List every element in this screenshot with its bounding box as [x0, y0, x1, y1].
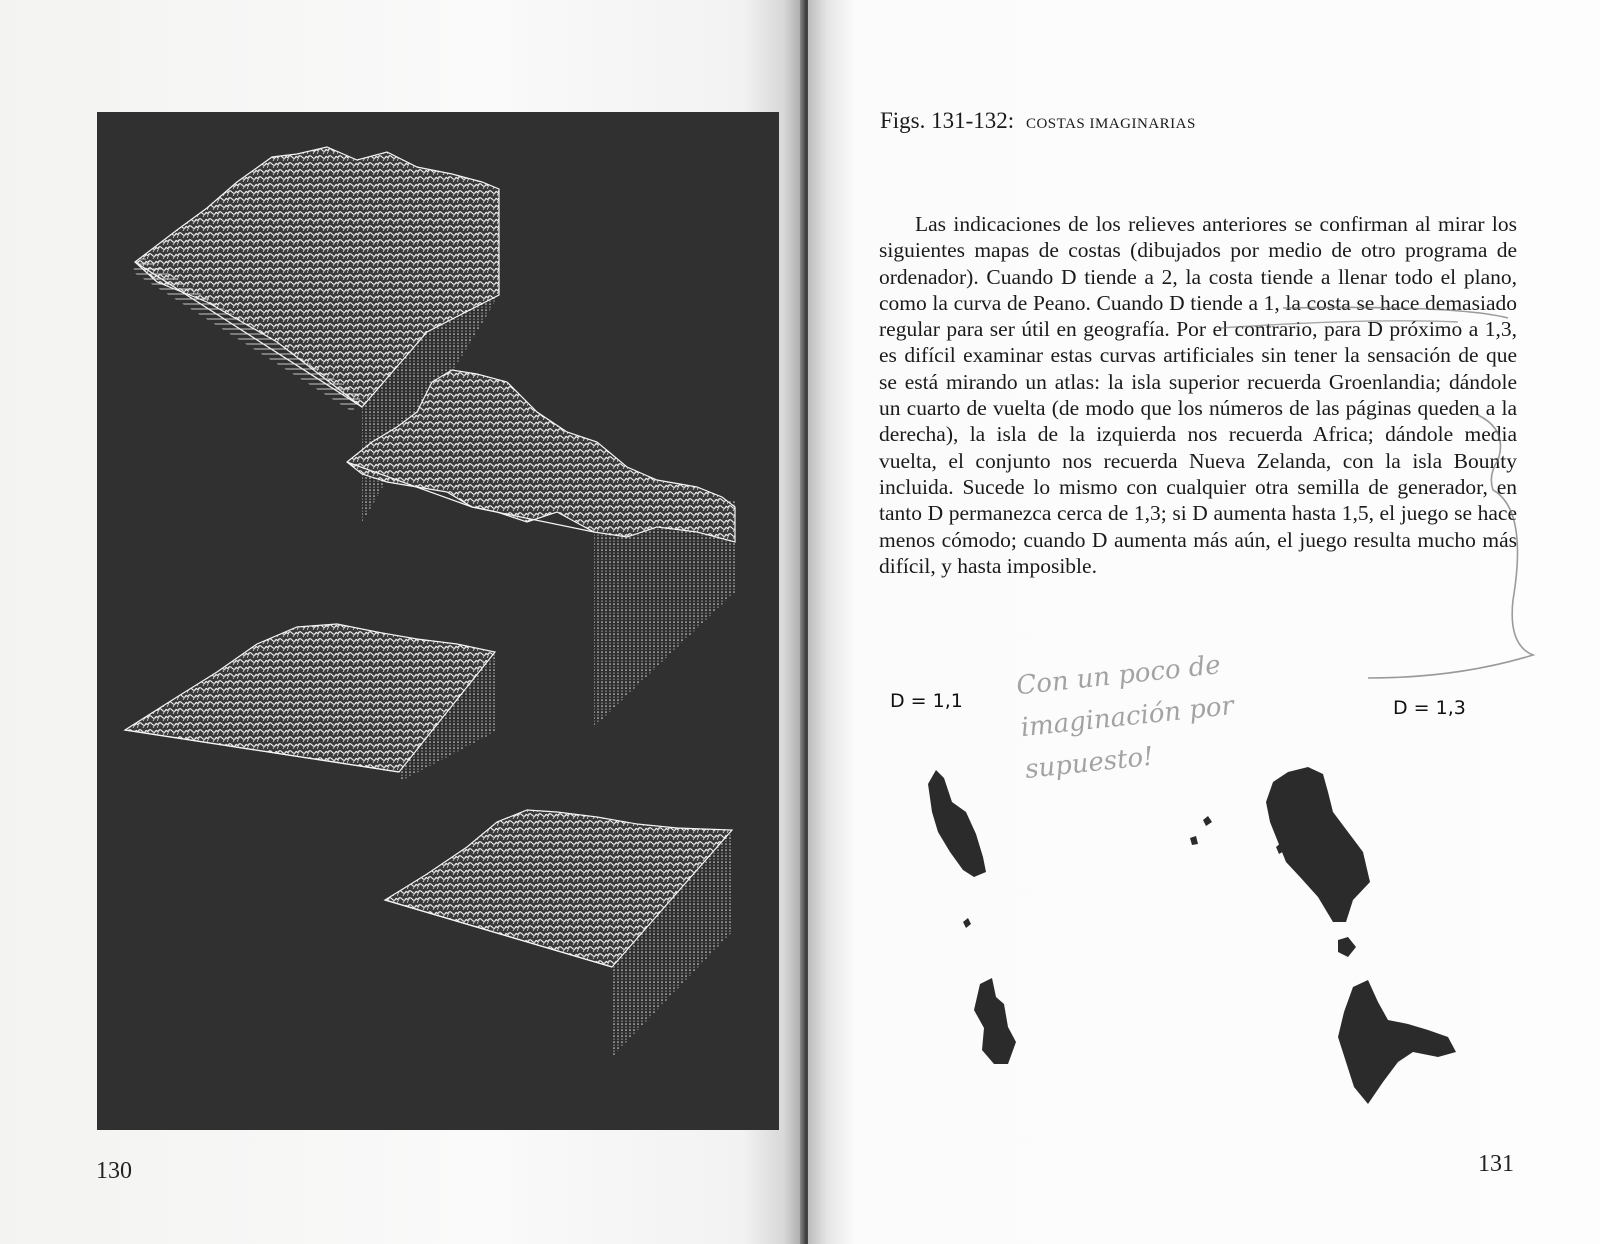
map-label-left: D = 1,1 [890, 690, 963, 712]
page-number-left: 130 [96, 1158, 132, 1184]
right-page [808, 0, 1600, 1244]
relief-surface-4 [385, 810, 732, 1057]
island-left-top [928, 770, 986, 877]
figure-caption [880, 108, 1196, 134]
islands-d-1-1 [928, 770, 1016, 1064]
relief-surfaces-graphic [97, 112, 779, 1130]
page-number-right: 131 [1478, 1151, 1514, 1177]
relief-figure [97, 112, 779, 1130]
caption-title: COSTAS IMAGINARIAS [1025, 116, 1196, 132]
map-label-right: D = 1,3 [1393, 697, 1466, 719]
handwritten-note: Con un poco de imaginación por supuesto! [1014, 650, 1236, 785]
island-left-bottom [974, 978, 1016, 1064]
relief-surface-3 [125, 624, 495, 782]
coastline-maps [908, 752, 1488, 1122]
body-paragraph: Las indicaciones de los relieves anteriores se confirman al mirar los siguientes mapas de costas (dibujados por medio de otro programa de ordenador). Cuando D tiende a 2, la costa tiende a llenar todo el plano, como la curva de Peano. Cuando D tiende a 1, la costa se hace demasiado regular para ser útil en geografía. Por el contrario, para D próximo a 1,3, es difícil examinar estas curvas artificiales sin tener la sensación de que se está mirando un atlas: la isla superior recuerda Groenlandia; dándole un cuarto de vuelta (de modo que los números de las páginas queden a la derecha), la isla de la izquierda nos recuerda Africa; dándole media vuelta, el conjunto nos recuerda Nueva Zelanda, con la isla Bounty incluida. Sucede lo mismo con cualquier otra semilla de generador, en tanto D permanezca cerca de 1,3; si D aumenta hasta 1,5, el juego se hace menos cómodo; cuando D aumenta más aún, el juego resulta mucho más difícil, y hasta imposible. [879, 212, 1517, 578]
islet-right-2 [1190, 836, 1198, 845]
caption-prefix: Figs. 131-132: [880, 108, 1015, 133]
island-right-small [1338, 937, 1356, 957]
islet-left [963, 918, 971, 928]
islands-d-1-3 [1190, 767, 1456, 1104]
island-right-bottom [1338, 980, 1456, 1104]
islet-right-1 [1203, 816, 1212, 826]
